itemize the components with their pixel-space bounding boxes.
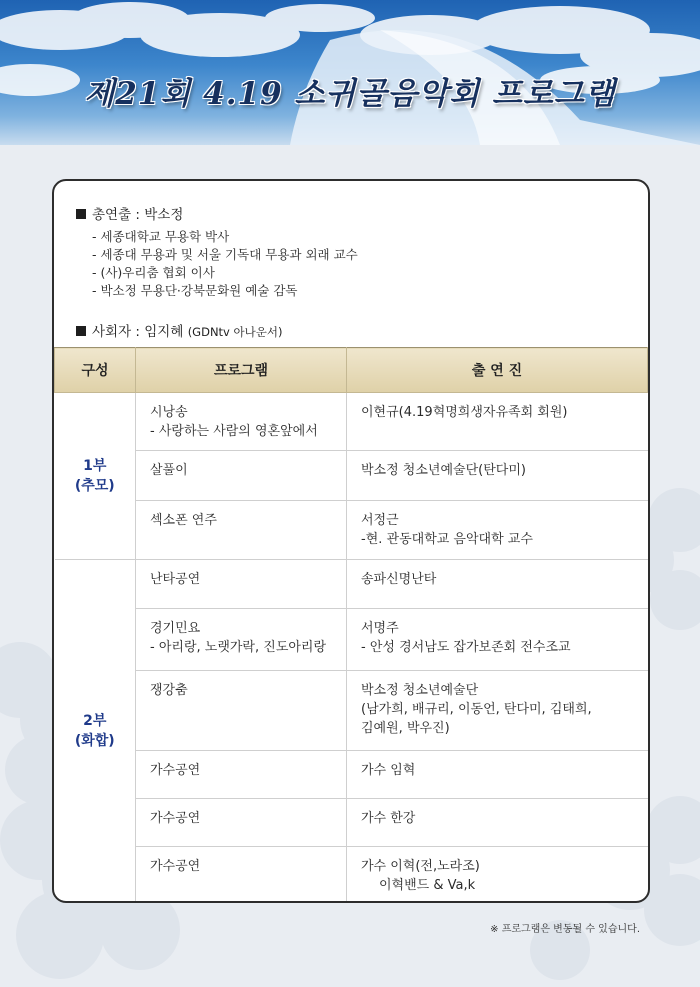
program-cell (136, 751, 347, 799)
program-name: 섹소폰 연주 (150, 513, 217, 528)
performer-name: 박소정 청소년예술단(탄다미) (361, 463, 526, 478)
performer-name: 가수 한강 (361, 811, 416, 826)
performer-name: 서정근 (361, 513, 399, 528)
column-header-program: 프로그램 (136, 348, 347, 393)
list-item: - 박소정 무용단·강북문화원 예술 감독 (92, 283, 298, 298)
table-row (55, 799, 648, 847)
table-row (55, 751, 648, 799)
change-notice: ※ 프로그램은 변동될 수 있습니다. (490, 924, 640, 935)
table-row (55, 671, 648, 751)
performer-detail: (남가희, 배규리, 이동언, 탄다미, 김태희, (361, 702, 592, 717)
program-name: 가수공연 (150, 763, 201, 778)
performer-cell (347, 751, 648, 799)
performer-name: 이현규(4.19혁명희생자유족회 회원) (361, 405, 568, 420)
program-name: 시낭송 (150, 405, 188, 420)
table-row (55, 560, 648, 609)
mc-label: 사회자 : 임지혜 (92, 324, 184, 340)
column-header-section: 구성 (55, 348, 136, 393)
program-name: 가수공연 (150, 859, 201, 874)
square-bullet-icon (76, 209, 86, 219)
program-cell (136, 609, 347, 671)
table-row (55, 501, 648, 560)
performer-name: 박소정 청소년예술단 (361, 683, 479, 698)
table-row (55, 451, 648, 501)
program-name: 쟁강춤 (150, 683, 188, 698)
performer-name: 서명주 (361, 621, 399, 636)
performer-detail: 이혁밴드 & Va,k (379, 878, 476, 893)
table-row (55, 609, 648, 671)
table-row (55, 393, 648, 451)
program-name: 난타공연 (150, 572, 201, 587)
square-bullet-icon (76, 326, 86, 336)
performer-detail: 김예원, 박우진) (361, 721, 450, 736)
part-name: 1부 (83, 458, 107, 474)
performer-cell (347, 799, 648, 847)
program-name: 경기민요 (150, 621, 201, 636)
performer-cell (347, 671, 648, 751)
performer-cell (347, 393, 648, 451)
program-card (52, 179, 650, 903)
performer-cell (347, 847, 648, 903)
performer-name: 가수 임혁 (361, 763, 416, 778)
part-name: 2부 (83, 713, 107, 729)
program-detail: - 아리랑, 노랫가락, 진도아리랑 (150, 640, 327, 655)
performer-cell (347, 560, 648, 609)
program-cell (136, 501, 347, 560)
director-details (92, 228, 636, 300)
program-table (54, 347, 648, 903)
part-subtitle: (추모) (74, 478, 115, 494)
column-header-performers: 출 연 진 (347, 348, 648, 393)
mc-heading (76, 320, 636, 340)
performer-detail: -현. 관동대학교 음악대학 교수 (361, 532, 533, 547)
director-label: 총연출 : 박소정 (92, 207, 184, 223)
intro-section (76, 203, 636, 345)
program-cell (136, 847, 347, 903)
program-cell (136, 671, 347, 751)
part2-label (55, 560, 136, 903)
page-title: 제21회 4.19 소귀골음악회 프로그램 (84, 76, 616, 112)
performer-cell (347, 501, 648, 560)
table-row (55, 847, 648, 903)
performer-name: 송파신명난타 (361, 572, 437, 587)
performer-cell (347, 451, 648, 501)
performer-name: 가수 이혁(전,노라조) (361, 859, 480, 874)
list-item: - (사)우리춤 협회 이사 (92, 265, 215, 280)
performer-detail: - 안성 경서남도 잡가보존회 전수조교 (361, 640, 571, 655)
program-cell (136, 560, 347, 609)
table-header-row (55, 348, 648, 393)
program-detail: - 사랑하는 사람의 영혼앞에서 (150, 424, 318, 439)
part-subtitle: (화합) (74, 733, 115, 749)
mc-note: (GDNtv 아나운서) (187, 325, 283, 339)
program-cell (136, 799, 347, 847)
list-item: - 세종대학교 무용학 박사 (92, 229, 230, 244)
program-name: 가수공연 (150, 811, 201, 826)
director-heading (76, 203, 636, 223)
program-cell (136, 451, 347, 501)
program-name: 살풀이 (150, 463, 188, 478)
list-item: - 세종대 무용과 및 서울 기독대 무용과 외래 교수 (92, 247, 358, 262)
program-cell (136, 393, 347, 451)
header-banner (0, 0, 700, 145)
part1-label (55, 393, 136, 560)
performer-cell (347, 609, 648, 671)
